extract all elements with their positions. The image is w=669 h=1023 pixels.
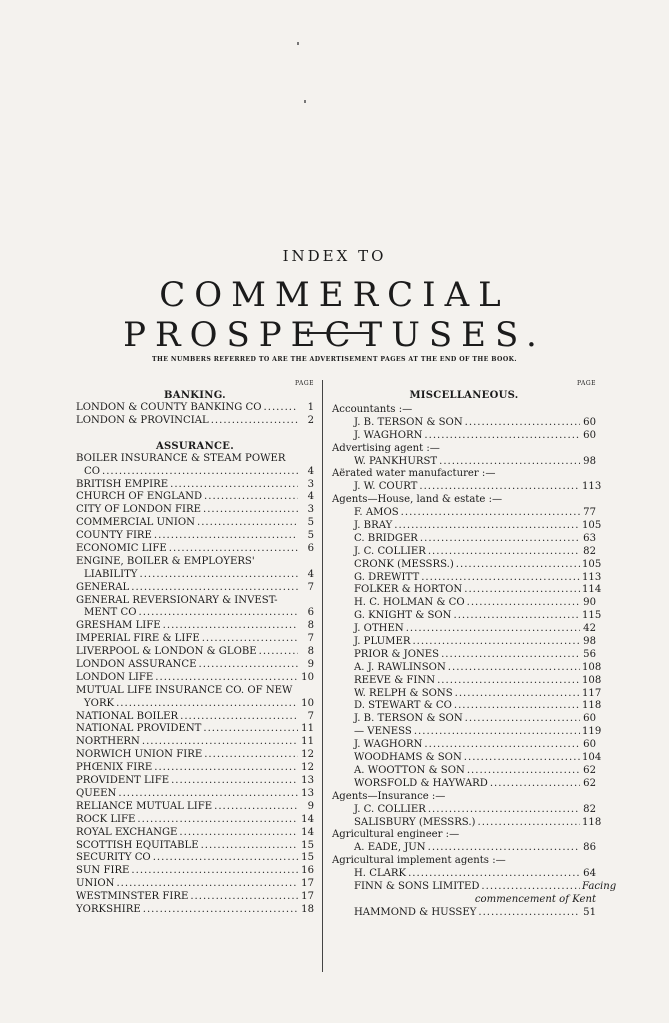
entry-page-number: 82 <box>583 545 596 557</box>
dot-leader <box>441 649 580 662</box>
entry-name: NATIONAL BOILER <box>76 710 179 722</box>
index-entry <box>332 597 596 610</box>
entry-page-number: 4 <box>307 491 314 503</box>
dot-leader <box>394 520 580 533</box>
title-rule <box>301 332 369 334</box>
index-entry <box>76 530 314 543</box>
entry-name: CITY OF LONDON FIRE <box>76 504 201 516</box>
dot-leader <box>131 865 298 878</box>
entry-name: LIVERPOOL & LONDON & GLOBE <box>76 646 257 658</box>
index-entry <box>76 749 314 762</box>
index-entry <box>76 801 314 814</box>
index-entry <box>332 623 596 636</box>
dot-leader <box>163 620 298 633</box>
entry-name: LONDON & COUNTY BANKING CO <box>76 402 262 413</box>
entry-name: WESTMINSTER FIRE <box>76 891 189 903</box>
dot-leader <box>203 504 298 517</box>
dot-leader <box>420 533 580 546</box>
index-entry <box>76 607 314 620</box>
entry-name: CHURCH OF ENGLAND <box>76 491 203 503</box>
dot-leader <box>428 546 580 559</box>
index-entry <box>332 430 596 443</box>
dot-leader <box>197 517 298 530</box>
dot-leader <box>264 402 298 415</box>
index-entry <box>332 804 596 817</box>
dot-leader <box>478 817 581 830</box>
dot-leader <box>180 711 298 724</box>
entry-page-number: 2 <box>307 414 314 426</box>
entry-name: GENERAL <box>76 581 130 593</box>
entry-name: FINN & SONS LIMITED <box>354 880 480 892</box>
entry-page-number: 18 <box>301 903 314 915</box>
index-entry <box>332 868 596 881</box>
index-entry <box>332 752 602 765</box>
entry-name: WORSFOLD & HAYWARD <box>354 777 488 789</box>
index-entry <box>76 827 314 840</box>
left-column <box>76 378 314 917</box>
dot-leader <box>464 584 580 597</box>
entry-name: GENERAL REVERSIONARY & INVEST- <box>76 594 278 606</box>
entry-name: CO <box>84 465 100 477</box>
index-entry <box>76 646 314 659</box>
index-entry <box>332 546 596 559</box>
index-entry <box>76 415 314 428</box>
entry-page-number: 10 <box>301 671 314 683</box>
dot-leader <box>259 646 298 659</box>
index-entry <box>332 456 596 469</box>
index-entry <box>332 571 602 585</box>
index-entry <box>76 865 314 878</box>
entry-page-number: 98 <box>583 455 596 467</box>
entry-name: SUN FIRE <box>76 865 130 877</box>
paper-speck <box>297 42 299 45</box>
entry-name: ENGINE, BOILER & EMPLOYERS' <box>76 555 255 567</box>
entry-page-number: 10 <box>301 697 314 709</box>
dot-leader <box>169 543 298 556</box>
index-entry <box>332 687 602 701</box>
dot-leader <box>437 675 580 688</box>
dot-leader <box>414 726 580 739</box>
entry-note: commencement of Kent <box>474 893 596 905</box>
index-entry <box>76 466 314 479</box>
dot-leader <box>198 659 298 672</box>
index-entry <box>76 517 314 530</box>
category-heading: Agents—Insurance :— <box>332 790 446 802</box>
dot-leader <box>190 891 298 904</box>
entry-page-number: 3 <box>307 504 314 516</box>
section-title-banking: BANKING. <box>164 390 226 401</box>
dot-leader <box>171 775 298 788</box>
entry-page-number: 119 <box>582 726 602 738</box>
index-entry <box>76 659 314 672</box>
dot-leader <box>116 698 298 711</box>
entry-page-number: 6 <box>307 543 314 555</box>
index-entry <box>76 543 314 556</box>
entry-name: J. OTHEN <box>354 623 404 635</box>
entry-name: PHŒNIX FIRE <box>76 762 153 774</box>
entry-name: NATIONAL PROVIDENT <box>76 723 202 735</box>
entry-page-number: 118 <box>582 700 602 712</box>
right-column <box>332 378 617 920</box>
index-entry <box>76 711 314 724</box>
index-entry <box>332 584 602 597</box>
category-heading: Advertising agent :— <box>332 442 440 454</box>
entry-page-number: 104 <box>582 752 602 764</box>
entry-page-number: 108 <box>582 661 602 673</box>
entry-page-number: 64 <box>583 868 596 880</box>
entry-name: HAMMOND & HUSSEY <box>354 906 477 918</box>
entry-page-number: 113 <box>582 571 602 583</box>
entry-page-number: 17 <box>301 891 314 903</box>
entry-name: SECURITY CO <box>76 852 151 864</box>
entry-page-number: 7 <box>307 710 314 722</box>
entry-page-number: 62 <box>583 764 596 776</box>
column-divider <box>322 380 323 972</box>
dot-leader <box>455 688 580 701</box>
dot-leader <box>118 788 298 801</box>
index-entry <box>76 504 314 517</box>
entry-page-number: 60 <box>583 416 596 428</box>
index-entry <box>332 481 602 494</box>
entry-name: LIABILITY <box>84 568 138 580</box>
page-column-label: PAGE <box>577 380 596 387</box>
entry-name: — VENESS <box>354 726 412 738</box>
dot-leader <box>154 762 298 775</box>
dot-leader <box>481 881 580 894</box>
entry-name: COUNTY FIRE <box>76 530 152 542</box>
entry-page-number: 5 <box>307 517 314 529</box>
entry-name: BOILER INSURANCE & STEAM POWER <box>76 452 286 464</box>
entry-name: LONDON & PROVINCIAL <box>76 414 209 426</box>
index-entry <box>332 765 596 778</box>
index-entry <box>76 788 314 801</box>
entry-name: ROCK LIFE <box>76 813 136 825</box>
entry-name: QUEEN <box>76 787 117 799</box>
dot-leader <box>143 904 298 917</box>
entry-name: UNION <box>76 878 115 890</box>
index-entry <box>76 775 314 788</box>
entry-name: A. J. RAWLINSON <box>354 661 446 673</box>
dot-leader <box>456 559 580 572</box>
index-entry <box>76 814 314 827</box>
entry-page-number: 9 <box>307 800 314 812</box>
entry-page-number: 86 <box>583 842 596 854</box>
entry-page-number: 12 <box>301 762 314 774</box>
index-entry <box>76 491 314 504</box>
entry-page-number: 11 <box>301 723 314 735</box>
entry-page-number: 13 <box>301 775 314 787</box>
dot-leader <box>401 507 580 520</box>
entry-name: J. WAGHORN <box>354 429 423 441</box>
assurance-list <box>76 453 314 917</box>
entry-name: C. BRIDGER <box>354 532 418 544</box>
entry-name: J. W. COURT <box>354 481 418 493</box>
entry-page-number: 4 <box>307 568 314 580</box>
index-entry <box>76 736 314 749</box>
entry-page-number: 114 <box>582 584 602 596</box>
entry-name: G. DREWITT <box>354 571 420 583</box>
entry-name: H. CLARK <box>354 868 407 880</box>
entry-name: J. C. COLLIER <box>354 545 426 557</box>
dot-leader <box>421 572 580 585</box>
dot-leader <box>203 723 298 736</box>
index-entry <box>332 726 602 739</box>
index-entry <box>332 558 602 572</box>
dot-leader <box>424 739 580 752</box>
entry-page-number: 5 <box>307 530 314 542</box>
entry-name: RELIANCE MUTUAL LIFE <box>76 800 213 812</box>
entry-page-number: 11 <box>301 736 314 748</box>
entry-page-number: 16 <box>301 865 314 877</box>
index-entry <box>332 739 596 752</box>
section-title-assurance: ASSURANCE. <box>156 440 234 452</box>
entry-name: YORK <box>84 697 115 709</box>
entry-page-number: 6 <box>307 607 314 619</box>
entry-page-number: 60 <box>583 739 596 751</box>
index-entry <box>332 610 602 623</box>
dot-leader <box>439 456 580 469</box>
index-entry <box>76 723 314 736</box>
dot-leader <box>201 840 298 853</box>
dot-leader <box>424 430 580 443</box>
entry-name: CRONK (MESSRS.) <box>354 558 454 570</box>
index-entry <box>76 698 314 711</box>
entry-page-number: 7 <box>307 581 314 593</box>
entry-name: J. B. TERSON & SON <box>354 416 463 428</box>
dot-leader <box>214 801 298 814</box>
dot-leader <box>137 814 298 827</box>
category-heading: Agents—House, land & estate :— <box>332 494 503 506</box>
dot-leader <box>428 842 580 855</box>
entry-page-number: 8 <box>307 646 314 658</box>
dot-leader <box>116 878 298 891</box>
entry-name: MUTUAL LIFE INSURANCE CO. OF NEW <box>76 684 293 696</box>
dot-leader <box>204 749 298 762</box>
index-entry <box>332 816 602 830</box>
dot-leader <box>454 610 580 623</box>
entry-page-number: 113 <box>582 481 602 493</box>
index-entry <box>332 520 602 533</box>
index-entry <box>76 582 314 595</box>
dot-leader <box>478 907 580 920</box>
dot-leader <box>102 466 298 479</box>
entry-name: COMMERCIAL UNION <box>76 517 195 529</box>
entry-page-number: 108 <box>582 674 602 686</box>
dot-leader <box>406 623 580 636</box>
category-heading: Accountants :— <box>332 404 413 415</box>
index-entry <box>332 533 596 546</box>
dot-leader <box>428 804 580 817</box>
dot-leader <box>202 633 298 646</box>
entry-name: J. WAGHORN <box>354 739 423 751</box>
index-entry <box>332 713 596 726</box>
entry-name: J. C. COLLIER <box>354 803 426 815</box>
entry-name: NORTHERN <box>76 736 140 748</box>
index-entry <box>76 878 314 891</box>
entry-page-number: 60 <box>583 713 596 725</box>
index-entry <box>76 891 314 904</box>
category-heading: Aërated water manufacturer :— <box>332 468 496 480</box>
page-column-label: PAGE <box>295 380 314 387</box>
entry-page-number: 1 <box>307 402 314 413</box>
index-entry <box>76 569 314 582</box>
entry-page-number: 63 <box>583 532 596 544</box>
entry-name: A. EADE, JUN <box>354 842 426 854</box>
index-entry <box>76 840 314 853</box>
entry-page-number: 115 <box>582 610 602 622</box>
index-entry <box>76 479 314 492</box>
dot-leader <box>204 491 298 504</box>
entry-page-number: 90 <box>583 597 596 609</box>
dot-leader <box>211 415 298 428</box>
entry-name: MENT CO <box>84 607 137 619</box>
entry-page-number: 14 <box>301 813 314 825</box>
entry-page-number: 105 <box>582 558 602 570</box>
dot-leader <box>408 868 580 881</box>
dot-leader <box>142 736 298 749</box>
dot-leader <box>131 582 298 595</box>
entry-page-number: 77 <box>583 507 596 519</box>
entry-page-number: 15 <box>301 852 314 864</box>
dot-leader <box>467 597 580 610</box>
entry-name: SCOTTISH EQUITABLE <box>76 839 199 851</box>
entry-name: REEVE & FINN <box>354 674 436 686</box>
entry-page-number: 15 <box>301 839 314 851</box>
entry-name: W. RELPH & SONS <box>354 687 453 699</box>
entry-name: IMPERIAL FIRE & LIFE <box>76 633 200 645</box>
entry-name: PROVIDENT LIFE <box>76 775 170 787</box>
section-title-miscellaneous: MISCELLANEOUS. <box>409 390 519 401</box>
entry-page-number: 14 <box>301 826 314 838</box>
page-title: COMMERCIAL PROSPECTUSES. <box>123 275 546 355</box>
entry-name: FOLKER & HORTON <box>354 584 463 596</box>
index-entry <box>76 672 314 685</box>
dot-leader <box>467 765 580 778</box>
banking-list <box>76 402 314 428</box>
entry-name: F. AMOS <box>354 507 399 519</box>
paper-speck <box>304 100 306 103</box>
entry-page-number: 8 <box>307 620 314 632</box>
index-heading: INDEX TO <box>282 247 387 265</box>
dot-leader <box>139 569 298 582</box>
index-entry <box>332 778 596 791</box>
dot-leader <box>465 417 580 430</box>
index-entry <box>76 762 314 775</box>
index-entry <box>332 842 596 855</box>
dot-leader <box>464 752 580 765</box>
index-entry <box>332 880 617 894</box>
index-entry <box>332 661 602 675</box>
index-entry <box>76 402 314 415</box>
entry-name: ROYAL EXCHANGE <box>76 826 178 838</box>
index-entry <box>332 417 596 430</box>
entry-name: D. STEWART & CO <box>354 700 452 712</box>
dot-leader <box>412 636 580 649</box>
dot-leader <box>170 479 298 492</box>
dot-leader <box>465 713 580 726</box>
entry-name: W. PANKHURST <box>354 455 438 467</box>
entry-page-number: 13 <box>301 787 314 799</box>
entry-page-number: 118 <box>582 816 602 828</box>
dot-leader <box>179 827 298 840</box>
index-entry <box>332 700 602 713</box>
entry-name: J. PLUMER <box>354 636 411 648</box>
entry-name: J. BRAY <box>354 520 393 532</box>
entry-page-number: 62 <box>583 777 596 789</box>
entry-page-number: 105 <box>582 520 602 532</box>
entry-name: ECONOMIC LIFE <box>76 543 167 555</box>
entry-page-number: 12 <box>301 749 314 761</box>
entry-name: H. C. HOLMAN & CO <box>354 597 465 609</box>
index-entry <box>332 907 596 920</box>
dot-leader <box>454 700 580 713</box>
category-heading: Agricultural engineer :— <box>332 829 460 841</box>
entry-page-number: 98 <box>583 636 596 648</box>
entry-name: G. KNIGHT & SON <box>354 610 452 622</box>
dot-leader <box>155 672 298 685</box>
index-entry <box>76 852 314 865</box>
entry-name: PRIOR & JONES <box>354 648 440 660</box>
dot-leader <box>138 607 298 620</box>
entry-name: YORKSHIRE <box>76 903 141 915</box>
entry-page-number: 7 <box>307 633 314 645</box>
entry-page-number: 117 <box>582 687 602 699</box>
index-entry <box>332 636 596 649</box>
entry-page-number: 56 <box>583 648 596 660</box>
entry-page-number: 17 <box>301 878 314 890</box>
miscellaneous-list <box>332 404 617 920</box>
entry-page-number: 82 <box>583 803 596 815</box>
index-entry <box>332 507 596 520</box>
dot-leader <box>448 662 580 675</box>
entry-page-number: 9 <box>307 659 314 671</box>
entry-page-number: 4 <box>307 465 314 477</box>
dot-leader <box>490 778 580 791</box>
category-heading: Agricultural implement agents :— <box>332 855 506 867</box>
entry-name: LONDON LIFE <box>76 671 154 683</box>
entry-page-number: Facing <box>582 880 617 892</box>
entry-name: BRITISH EMPIRE <box>76 478 169 490</box>
page-reference-note: THE NUMBERS REFERRED TO ARE THE ADVERTISEMENT PAGES AT THE END OF THE BOOK. <box>152 356 517 363</box>
entry-name: NORWICH UNION FIRE <box>76 749 203 761</box>
entry-page-number: 60 <box>583 429 596 441</box>
entry-name: A. WOOTTON & SON <box>354 764 465 776</box>
dot-leader <box>419 481 580 494</box>
index-entry <box>332 649 596 662</box>
entry-page-number: 3 <box>307 478 314 490</box>
entry-name: GRESHAM LIFE <box>76 620 161 632</box>
dot-leader <box>154 530 298 543</box>
index-entry <box>76 904 314 917</box>
entry-name: J. B. TERSON & SON <box>354 713 463 725</box>
entry-page-number: 51 <box>583 906 596 918</box>
entry-name: LONDON ASSURANCE <box>76 659 197 671</box>
entry-name: SALISBURY (MESSRS.) <box>354 816 476 828</box>
entry-page-number: 42 <box>583 623 596 635</box>
index-entry <box>332 674 602 688</box>
index-entry <box>76 633 314 646</box>
index-entry <box>76 620 314 633</box>
dot-leader <box>153 852 298 865</box>
entry-name: WOODHAMS & SON <box>354 752 462 764</box>
